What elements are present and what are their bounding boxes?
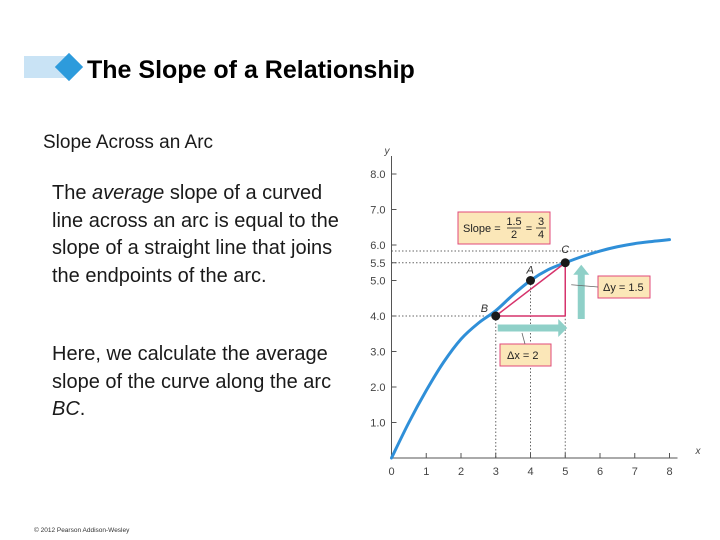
paragraph1-text-end: slope of a curved line across an arc is equal to the slope of a straight line that joins the endpoints of the arc. <box>52 182 339 287</box>
y-axis-name: y <box>384 146 390 157</box>
title-accent <box>24 52 74 82</box>
delta-y-arrow-shaft <box>578 274 585 319</box>
section-subtitle: Slope Across an Arc <box>43 132 214 153</box>
delta-x-arrow-head <box>558 319 567 337</box>
paragraph1-text-start: The <box>52 182 93 204</box>
x-tick-label: 8 <box>666 466 673 478</box>
slope-equals-sign: = <box>525 223 533 235</box>
paragraph2-text-start: Here, we calculate the average slope of the curve along the arc <box>52 343 332 393</box>
x-tick-label: 7 <box>631 466 638 478</box>
point-a-label: A <box>526 264 534 277</box>
x-tick-label: 2 <box>457 466 465 478</box>
point-a <box>526 276 535 285</box>
slope-fraction1-numerator: 1.5 <box>506 216 522 228</box>
delta-arrows <box>498 265 590 337</box>
y-tick-label: 6.0 <box>370 240 386 252</box>
annotation-boxes <box>458 212 650 366</box>
slide-title: The Slope of a Relationship <box>87 56 415 84</box>
point-b <box>491 312 500 321</box>
slope-fraction2-numerator: 3 <box>537 216 545 228</box>
x-axis-name: x <box>695 446 701 457</box>
arc-points <box>481 244 570 321</box>
y-tick-label: 5.5 <box>370 257 386 270</box>
y-tick-label: 3.0 <box>370 346 386 359</box>
paragraph2-text-end: . <box>79 398 86 420</box>
x-tick-label: 0 <box>388 466 395 478</box>
paragraph2-emphasis: BC <box>52 398 80 420</box>
point-b-label: B <box>480 303 489 315</box>
chart-axes <box>370 146 701 478</box>
x-tick-label: 6 <box>596 466 604 478</box>
delta-y-arrow-head <box>573 265 589 275</box>
delta-x-arrow-shaft <box>498 325 560 332</box>
y-tick-label: 1.0 <box>370 417 386 430</box>
point-c <box>561 258 570 267</box>
paragraph-average-slope <box>52 180 352 290</box>
delta-y-label: Δy = 1.5 <box>603 282 644 294</box>
y-tick-label: 2.0 <box>370 382 386 394</box>
slope-fraction1-denominator: 2 <box>510 229 518 241</box>
arc-slope-chart <box>355 140 710 480</box>
y-tick-label: 4.0 <box>370 311 386 323</box>
delta-x-leader <box>522 333 525 344</box>
x-tick-label: 4 <box>527 466 534 478</box>
dotted-guides <box>392 251 601 458</box>
x-tick-label: 1 <box>423 466 430 478</box>
copyright-notice: © 2012 Pearson Addison-Wesley <box>34 527 130 534</box>
y-tick-label: 7.0 <box>370 204 386 217</box>
x-tick-label: 3 <box>492 466 499 478</box>
y-tick-label: 8.0 <box>370 169 386 181</box>
slope-box-label: Slope = <box>463 223 501 235</box>
paragraph-calculate <box>52 341 352 424</box>
paragraph1-emphasis: average <box>92 182 165 204</box>
x-tick-label: 5 <box>562 466 569 478</box>
y-tick-label: 5.0 <box>370 275 386 288</box>
point-c-label: C <box>561 243 570 256</box>
slope-fraction2-denominator: 4 <box>537 229 545 241</box>
delta-x-label: Δx = 2 <box>507 350 539 362</box>
